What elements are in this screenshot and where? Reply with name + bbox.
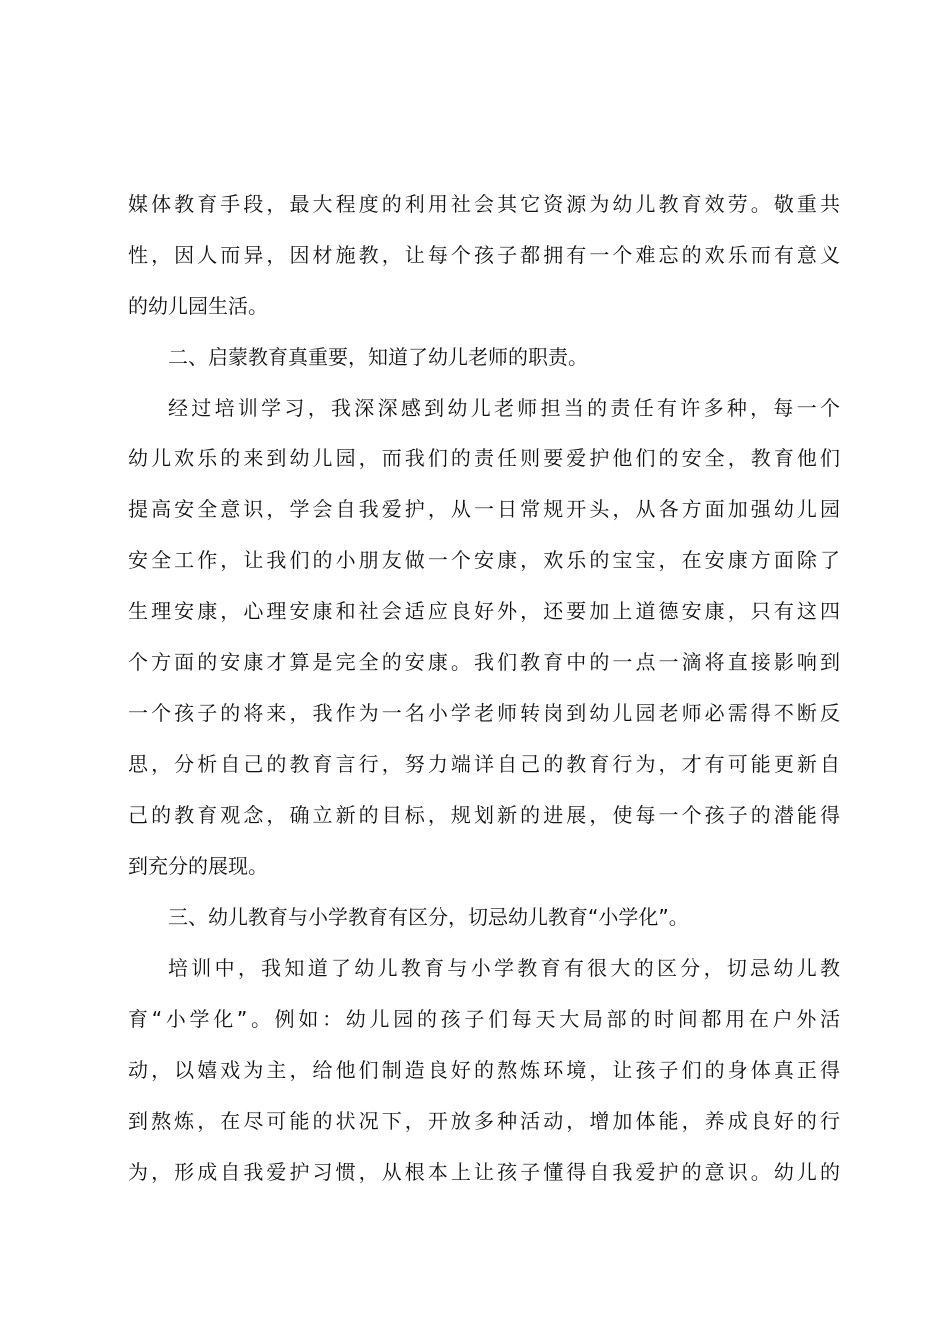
paragraph-3-line-4: 到熬炼，在尽可能的状况下，开放多种活动，增加体能，养成良好的行 [128, 1109, 840, 1133]
paragraph-1-line-3: 的幼儿园生活。 [128, 294, 268, 318]
paragraph-2-line-10: 到充分的展现。 [128, 854, 268, 878]
paragraph-2-line-5: 生理安康，心理安康和社会适应良好外，还要加上道德安康，只有这四 [128, 599, 840, 623]
paragraph-2-line-1: 经过培训学习，我深深感到幼儿老师担当的责任有许多种，每一个 [168, 396, 840, 420]
paragraph-3-line-1: 培训中，我知道了幼儿教育与小学教育有很大的区分，切忌幼儿教 [168, 956, 840, 980]
paragraph-2-line-4: 安全工作，让我们的小朋友做一个安康，欢乐的宝宝，在安康方面除了 [128, 548, 840, 572]
paragraph-1-line-1: 媒体教育手段，最大程度的利用社会其它资源为幼儿教育效劳。敬重共 [128, 192, 840, 216]
paragraph-2-line-2: 幼儿欢乐的来到幼儿园，而我们的责任则要爱护他们的安全，教育他们 [128, 446, 840, 470]
paragraph-3-line-3: 动，以嬉戏为主，给他们制造良好的熬炼环境，让孩子们的身体真正得 [128, 1058, 840, 1082]
paragraph-2-line-7: 一个孩子的将来，我作为一名小学老师转岗到幼儿园老师必需得不断反 [128, 701, 840, 725]
paragraph-2-line-9: 己的教育观念，确立新的目标，规划新的进展，使每一个孩子的潜能得 [128, 803, 840, 827]
paragraph-2-line-6: 个方面的安康才算是完全的安康。我们教育中的一点一滴将直接影响到 [128, 650, 840, 674]
paragraph-1-line-2: 性，因人而异，因材施教，让每个孩子都拥有一个难忘的欢乐而有意义 [128, 243, 840, 267]
section-heading-2: 二、启蒙教育真重要，知道了幼儿老师的职责。 [168, 345, 588, 369]
paragraph-3-line-2: 育“小学化”。例如：幼儿园的孩子们每天大局部的时间都用在户外活 [128, 1007, 840, 1031]
paragraph-2-line-3: 提高安全意识，学会自我爱护，从一日常规开头，从各方面加强幼儿园 [128, 497, 840, 521]
section-heading-3: 三、幼儿教育与小学教育有区分，切忌幼儿教育“小学化”。 [168, 905, 689, 929]
paragraph-3-line-5: 为，形成自我爱护习惯，从根本上让孩子懂得自我爱护的意识。幼儿的 [128, 1160, 840, 1184]
paragraph-2-line-8: 思，分析自己的教育言行，努力端详自己的教育行为，才有可能更新自 [128, 752, 840, 776]
